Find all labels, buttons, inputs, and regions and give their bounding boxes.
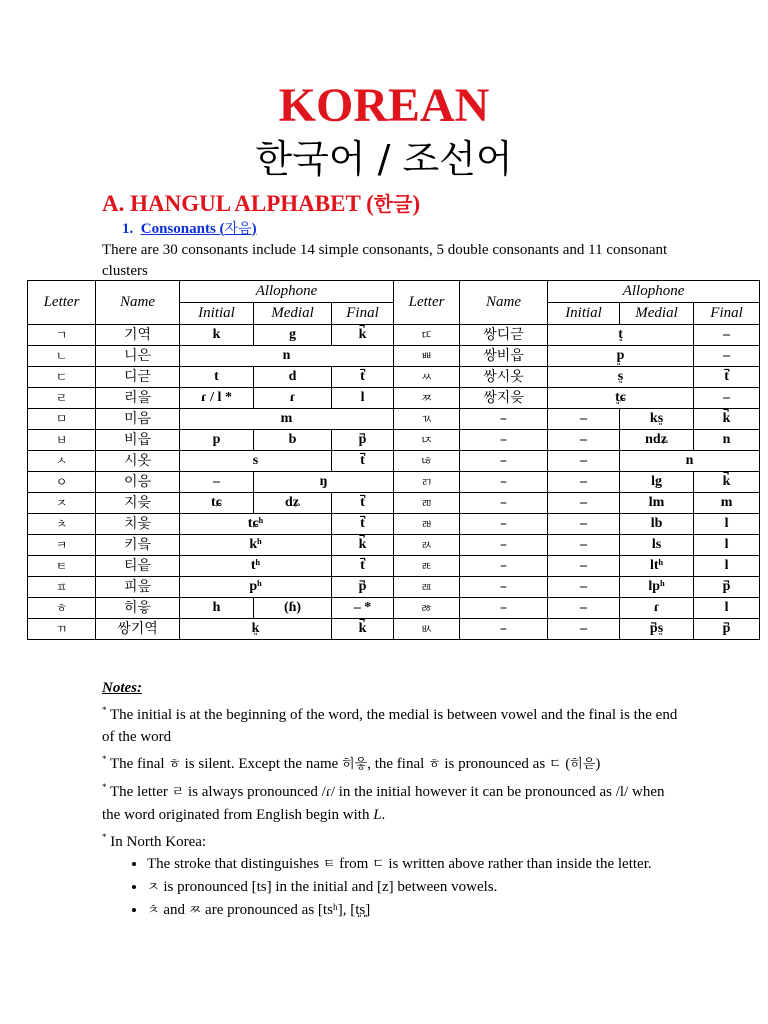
- final-cell: k̚: [332, 619, 394, 640]
- name-cell: –: [460, 472, 548, 493]
- table-row: [28, 409, 760, 430]
- header-name: Name: [460, 281, 548, 325]
- bullet-1-text-c: is written above rather than inside the letter.: [384, 856, 652, 872]
- final-cell: –: [694, 325, 760, 346]
- bullet-3-korean-2: ㅉ: [188, 903, 202, 918]
- initial-cell: –: [548, 577, 620, 598]
- name-cell: –: [460, 451, 548, 472]
- subsection-label: Consonants (: [140, 221, 225, 237]
- name-cell: 디귿: [96, 367, 180, 388]
- list-item: [147, 876, 682, 899]
- initial-cell: p: [180, 430, 254, 451]
- letter-cell: ㅁ: [28, 409, 96, 430]
- letter-cell: ㅋ: [28, 535, 96, 556]
- list-item: [147, 899, 682, 922]
- final-cell: k̚: [332, 535, 394, 556]
- bullet-3-korean-1: ㅊ: [147, 903, 160, 918]
- final-cell: l: [694, 514, 760, 535]
- note-3-korean: ㄹ: [171, 785, 185, 800]
- initial-cell: –: [180, 472, 254, 493]
- final-cell: l: [694, 556, 760, 577]
- letter-cell: ㅄ: [394, 619, 460, 640]
- note-2-korean-4: ㄷ: [548, 757, 562, 772]
- final-cell: p̚: [332, 577, 394, 598]
- initial-cell: k: [180, 325, 254, 346]
- allophone-cell: m: [180, 409, 394, 430]
- subsection-close: ): [251, 221, 257, 237]
- final-cell: k̚: [694, 409, 760, 430]
- final-cell: p̚: [694, 577, 760, 598]
- bullet-2-korean: ㅈ: [147, 880, 160, 895]
- note-2-korean-5: 히읃: [570, 757, 596, 772]
- table-row: [28, 430, 760, 451]
- note-2-text-f: ): [595, 756, 601, 772]
- name-cell: 티읕: [96, 556, 180, 577]
- final-cell: l: [694, 598, 760, 619]
- page-title: KOREAN: [278, 79, 490, 132]
- note-2: [102, 748, 682, 776]
- table-row: [28, 367, 760, 388]
- table-row: [28, 451, 760, 472]
- final-cell: t̚: [694, 367, 760, 388]
- final-cell: p̚: [332, 430, 394, 451]
- letter-cell: ㅎ: [28, 598, 96, 619]
- letter-cell: ㅆ: [394, 367, 460, 388]
- header-allophone: Allophone: [548, 281, 760, 303]
- final-cell: p̚: [694, 619, 760, 640]
- north-korea-list: [102, 853, 682, 922]
- medial-cell: (ɦ): [254, 598, 332, 619]
- final-cell: n: [694, 430, 760, 451]
- initial-medial-cell: t͈ɕ: [548, 388, 694, 409]
- letter-cell: ㄴ: [28, 346, 96, 367]
- initial-cell: tɕ: [180, 493, 254, 514]
- page-subtitle: 한국어 / 조선어: [255, 137, 513, 181]
- name-cell: –: [460, 619, 548, 640]
- letter-cell: ㄼ: [394, 514, 460, 535]
- medial-cell: d: [254, 367, 332, 388]
- final-cell: –: [694, 388, 760, 409]
- subsection-korean: 자음: [224, 221, 252, 237]
- letter-cell: ㅂ: [28, 430, 96, 451]
- table-row: [28, 535, 760, 556]
- bullet-3-text-b: are pronounced as [tsʰ], [t͈s͈]: [201, 902, 371, 918]
- bullet-1-text-a: The stroke that distinguishes: [147, 856, 323, 872]
- initial-medial-cell: tʰ: [180, 556, 332, 577]
- initial-cell: –: [548, 451, 620, 472]
- final-cell: l: [332, 388, 394, 409]
- note-3-text-b: is always pronounced /ɾ/ in the initial however it can be pronounced as /l/ when the word originated from English begin with: [102, 784, 665, 823]
- final-cell: t̚: [332, 367, 394, 388]
- note-2-text-a: The final: [109, 756, 169, 772]
- letter-cell: ㄲ: [28, 619, 96, 640]
- medial-cell: lm: [620, 493, 694, 514]
- medial-cell: g: [254, 325, 332, 346]
- intro-paragraph: There are 30 consonants include 14 simple consonants, 5 double consonants and 11 consonant clusters: [102, 242, 668, 279]
- letter-cell: ㄶ: [394, 451, 460, 472]
- note-marker: *: [102, 782, 107, 792]
- letter-cell: ㄺ: [394, 472, 460, 493]
- initial-cell: –: [548, 535, 620, 556]
- table-row: [28, 325, 760, 346]
- allophone-cell: n: [180, 346, 394, 367]
- name-cell: 미음: [96, 409, 180, 430]
- final-cell: t̚: [332, 493, 394, 514]
- name-cell: –: [460, 409, 548, 430]
- header-allophone: Allophone: [180, 281, 394, 303]
- initial-medial-cell: t͈: [548, 325, 694, 346]
- medial-cell: lb: [620, 514, 694, 535]
- letter-cell: ㅅ: [28, 451, 96, 472]
- medial-cell: ɾ: [620, 598, 694, 619]
- table-row: [28, 388, 760, 409]
- name-cell: 기역: [96, 325, 180, 346]
- initial-cell: –: [548, 430, 620, 451]
- name-cell: 쌍시옷: [460, 367, 548, 388]
- letter-cell: ㅀ: [394, 598, 460, 619]
- letter-cell: ㄹ: [28, 388, 96, 409]
- medial-cell: dʑ: [254, 493, 332, 514]
- name-cell: –: [460, 430, 548, 451]
- initial-cell: h: [180, 598, 254, 619]
- note-2-text-e: (: [561, 756, 571, 772]
- letter-cell: ㄿ: [394, 577, 460, 598]
- initial-medial-cell: tɕʰ: [180, 514, 332, 535]
- name-cell: 시옷: [96, 451, 180, 472]
- name-cell: –: [460, 535, 548, 556]
- table-row: [28, 577, 760, 598]
- note-marker: *: [102, 754, 107, 764]
- table-row: [28, 619, 760, 640]
- note-2-korean-2: 히읗: [342, 757, 368, 772]
- note-marker: *: [102, 832, 107, 842]
- name-cell: 치읓: [96, 514, 180, 535]
- note-1-text: The initial is at the beginning of the word, the medial is between vowel and the final is the end of the word: [102, 707, 678, 745]
- initial-cell: t: [180, 367, 254, 388]
- note-1: [102, 699, 682, 748]
- medial-cell: lg: [620, 472, 694, 493]
- final-cell: – *: [332, 598, 394, 619]
- medial-cell: ndʑ: [620, 430, 694, 451]
- medial-cell: ks͈: [620, 409, 694, 430]
- note-3-text-c: .: [381, 807, 386, 823]
- medial-cell: p̚s͈: [620, 619, 694, 640]
- initial-cell: –: [548, 472, 620, 493]
- table-row: [28, 493, 760, 514]
- name-cell: –: [460, 514, 548, 535]
- medial-cell: ls: [620, 535, 694, 556]
- letter-cell: ㄾ: [394, 556, 460, 577]
- letter-cell: ㅌ: [28, 556, 96, 577]
- name-cell: –: [460, 556, 548, 577]
- header-final: Final: [332, 303, 394, 325]
- medial-cell: lpʰ: [620, 577, 694, 598]
- note-3: [102, 776, 682, 826]
- header-final: Final: [694, 303, 760, 325]
- letter-cell: ㅊ: [28, 514, 96, 535]
- note-2-korean-1: ㅎ: [168, 757, 181, 772]
- header-letter: Letter: [394, 281, 460, 325]
- medial-final-cell: ŋ: [254, 472, 394, 493]
- note-2-text-b: is silent. Except the name: [180, 756, 343, 772]
- final-cell: t̚: [332, 556, 394, 577]
- final-cell: k̚: [332, 325, 394, 346]
- header-name: Name: [96, 281, 180, 325]
- note-4-text: In North Korea:: [110, 834, 207, 850]
- section-heading-korean: 한글: [373, 192, 413, 216]
- consonant-table-body: [28, 325, 760, 640]
- initial-medial-cell: k͈: [180, 619, 332, 640]
- final-cell: t̚: [332, 514, 394, 535]
- name-cell: 피읖: [96, 577, 180, 598]
- consonant-table: [27, 280, 760, 640]
- letter-cell: ㅍ: [28, 577, 96, 598]
- initial-medial-cell: p͈: [548, 346, 694, 367]
- name-cell: 비읍: [96, 430, 180, 451]
- name-cell: 쌍지읒: [460, 388, 548, 409]
- notes-heading: Notes:: [102, 680, 142, 696]
- subsection-number: 1.: [122, 221, 134, 237]
- letter-cell: ㄷ: [28, 367, 96, 388]
- letter-cell: ㅇ: [28, 472, 96, 493]
- name-cell: 키읔: [96, 535, 180, 556]
- header-medial: Medial: [620, 303, 694, 325]
- table-row: [28, 556, 760, 577]
- name-cell: 히읗: [96, 598, 180, 619]
- note-2-text-d: is pronounced as: [440, 756, 549, 772]
- letter-cell: ㄳ: [394, 409, 460, 430]
- bullet-1-korean-2: ㄷ: [372, 857, 385, 872]
- letter-cell: ㄻ: [394, 493, 460, 514]
- note-2-text-c: , the final: [367, 756, 429, 772]
- name-cell: 리을: [96, 388, 180, 409]
- letter-cell: ㅉ: [394, 388, 460, 409]
- final-cell: m: [694, 493, 760, 514]
- bullet-3-text-a: and: [159, 902, 189, 918]
- initial-cell: –: [548, 493, 620, 514]
- bullet-1-korean-1: ㅌ: [322, 857, 336, 872]
- final-cell: k̚: [694, 472, 760, 493]
- name-cell: 쌍비읍: [460, 346, 548, 367]
- name-cell: 니은: [96, 346, 180, 367]
- table-row: [28, 472, 760, 493]
- initial-medial-cell: pʰ: [180, 577, 332, 598]
- note-3-letter-l: L: [373, 807, 382, 823]
- bullet-2-text: is pronounced [ts] in the initial and [z] between vowels.: [159, 879, 498, 895]
- note-4: [102, 826, 682, 853]
- letter-cell: ㅈ: [28, 493, 96, 514]
- initial-cell: –: [548, 619, 620, 640]
- header-initial: Initial: [180, 303, 254, 325]
- initial-cell: –: [548, 556, 620, 577]
- table-row: [28, 346, 760, 367]
- name-cell: 쌍기역: [96, 619, 180, 640]
- initial-cell: –: [548, 514, 620, 535]
- letter-cell: ㅃ: [394, 346, 460, 367]
- letter-cell: ㄸ: [394, 325, 460, 346]
- letter-cell: ㄵ: [394, 430, 460, 451]
- section-heading: [102, 190, 420, 218]
- final-cell: l: [694, 535, 760, 556]
- section-heading-close: ): [412, 191, 421, 216]
- initial-cell: –: [548, 598, 620, 619]
- bullet-1-text-b: from: [335, 856, 373, 872]
- initial-medial-cell: s͈: [548, 367, 694, 388]
- medial-final-cell: n: [620, 451, 760, 472]
- medial-cell: b: [254, 430, 332, 451]
- name-cell: 쌍디귿: [460, 325, 548, 346]
- letter-cell: ㄽ: [394, 535, 460, 556]
- subsection-heading: [122, 219, 257, 239]
- name-cell: –: [460, 577, 548, 598]
- section-heading-text: A. HANGUL ALPHABET (: [102, 191, 374, 216]
- initial-cell: –: [548, 409, 620, 430]
- initial-cell: ɾ / l *: [180, 388, 254, 409]
- name-cell: 이응: [96, 472, 180, 493]
- table-row: [28, 514, 760, 535]
- note-3-text-a: The letter: [109, 784, 172, 800]
- initial-medial-cell: kʰ: [180, 535, 332, 556]
- initial-medial-cell: s: [180, 451, 332, 472]
- header-medial: Medial: [254, 303, 332, 325]
- note-2-korean-3: ㅎ: [428, 757, 441, 772]
- header-letter: Letter: [28, 281, 96, 325]
- final-cell: –: [694, 346, 760, 367]
- table-row: [28, 598, 760, 619]
- name-cell: –: [460, 493, 548, 514]
- letter-cell: ㄱ: [28, 325, 96, 346]
- name-cell: 지읒: [96, 493, 180, 514]
- medial-cell: ɾ: [254, 388, 332, 409]
- note-marker: *: [102, 705, 107, 715]
- name-cell: –: [460, 598, 548, 619]
- notes-section: [102, 677, 682, 922]
- final-cell: t̚: [332, 451, 394, 472]
- medial-cell: ltʰ: [620, 556, 694, 577]
- header-initial: Initial: [548, 303, 620, 325]
- list-item: [147, 853, 682, 876]
